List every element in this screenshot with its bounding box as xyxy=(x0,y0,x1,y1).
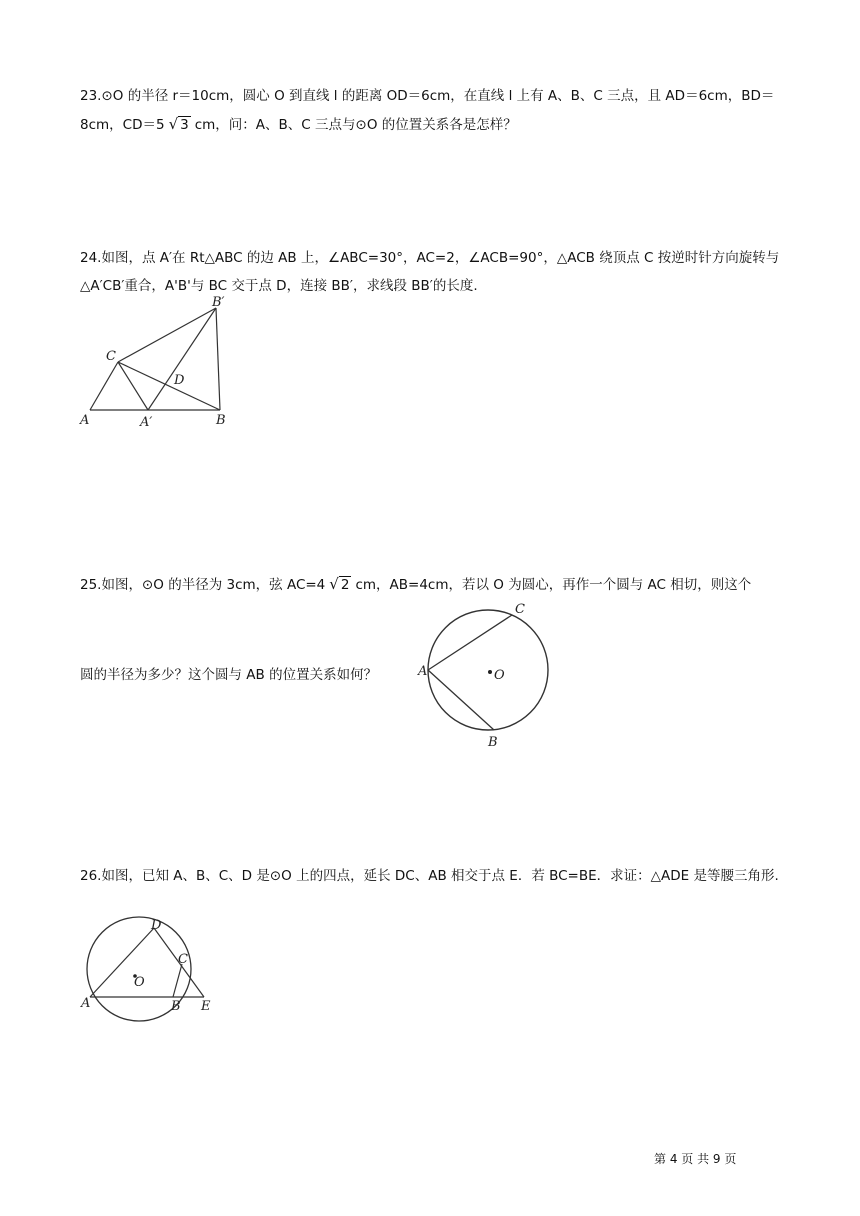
question-25-line2 xyxy=(80,661,410,689)
radicand: 2 xyxy=(340,577,350,593)
label-C: C xyxy=(106,349,116,364)
q25-text-line2: 圆的半径为多少？这个圆与 AB 的位置关系如何？ xyxy=(80,667,378,683)
segment-CB1 xyxy=(118,308,216,362)
figure-24 xyxy=(78,295,278,438)
label-D: D xyxy=(174,373,185,388)
question-26 xyxy=(80,862,780,890)
question-23 xyxy=(80,82,780,139)
sqrt-expression: √ 2 xyxy=(329,575,350,593)
label-B: B xyxy=(171,999,181,1014)
radicand: 3 xyxy=(180,117,189,133)
label-B: B xyxy=(216,413,226,428)
figure-26 xyxy=(78,918,228,1028)
label-E: E xyxy=(201,999,211,1014)
q23-text-part1: 23.⊙O 的半径 r＝10cm，圆心 O 到直线 l 的距离 OD＝6cm，在直线 l 上有 A、B、C 三点，且 AD＝6cm，BD＝8cm，CD＝5 xyxy=(80,88,775,133)
page-number: 第 4 页 共 9 页 xyxy=(654,1152,737,1166)
label-A: A xyxy=(80,413,90,428)
label-A: A xyxy=(81,996,91,1011)
q25-text-part1: 25.如图，⊙O 的半径为 3cm，弦 AC=4 xyxy=(80,577,326,593)
segment-A1B1 xyxy=(148,308,216,410)
chord-AC xyxy=(428,615,512,670)
q23-text-part2: cm，问：A、B、C 三点与⊙O 的位置关系各是怎样？ xyxy=(194,117,517,133)
label-A-prime: A′ xyxy=(140,415,153,430)
q25-text-part2: cm，AB=4cm，若以 O 为圆心，再作一个圆与 AC 相切，则这个 xyxy=(355,577,752,593)
segment-AC xyxy=(90,362,118,410)
label-B-prime: B′ xyxy=(212,295,225,310)
sqrt-expression: √ 3 xyxy=(168,115,189,133)
figure-25 xyxy=(412,578,572,758)
label-A: A xyxy=(418,664,428,679)
circle-O xyxy=(428,610,548,730)
question-24 xyxy=(80,244,780,300)
center-point-O xyxy=(488,670,492,674)
chord-AB xyxy=(428,670,494,730)
label-O: O xyxy=(494,668,505,683)
label-C: C xyxy=(178,952,188,967)
label-B: B xyxy=(488,735,498,750)
segment-BB1 xyxy=(216,308,220,410)
segment-BC xyxy=(173,964,182,997)
q26-text: 26.如图，已知 A、B、C、D 是⊙O 上的四点，延长 DC、AB 相交于点 E．若 BC=BE．求证：△ADE 是等腰三角形. xyxy=(80,868,779,884)
label-C: C xyxy=(515,602,525,617)
label-D: D xyxy=(151,918,162,933)
q24-text: 24.如图，点 A′在 Rt△ABC 的边 AB 上，∠ABC=30°，AC=2，∠ACB=90°，△ACB 绕顶点 C 按逆时针方向旋转与△A′CB′重合，A'B'与 BC 交于点 D，连接 BB′，求线段 BB′的长度. xyxy=(80,250,780,294)
label-O: O xyxy=(134,975,145,990)
